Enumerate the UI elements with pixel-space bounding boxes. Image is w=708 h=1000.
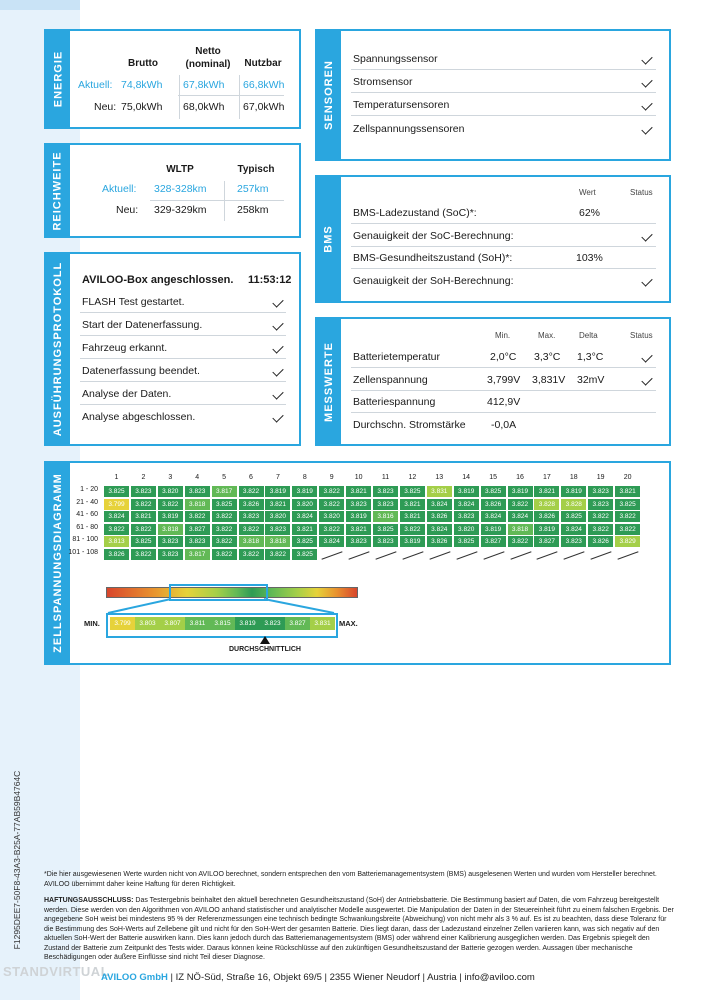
heatmap-cell: 3.821 xyxy=(400,499,425,510)
heatmap-column-label: 16 xyxy=(516,474,524,481)
heatmap-cell: 3.821 xyxy=(265,499,290,510)
heatmap-cell: 3.822 xyxy=(400,524,425,535)
heatmap-column-label: 5 xyxy=(222,474,227,481)
protokoll-item-label: FLASH Test gestartet. xyxy=(82,296,185,308)
col-netto-1: Netto xyxy=(195,46,221,57)
heatmap-cell: 3.828 xyxy=(534,499,559,510)
heatmap-cell: 3.823 xyxy=(373,499,398,510)
reichweite-aktuell-label: Aktuell: xyxy=(102,183,137,195)
heatmap-cell: 3.826 xyxy=(239,499,264,510)
heatmap-column-label: 14 xyxy=(462,474,471,481)
bms-label: BMS xyxy=(323,225,336,253)
heatmap-cell: 3.828 xyxy=(561,499,586,510)
sensoren-label: SENSOREN xyxy=(323,60,335,130)
heatmap-cell: 3.822 xyxy=(239,549,264,560)
heatmap-column-label: 7 xyxy=(275,474,280,481)
divider xyxy=(178,95,284,96)
neu-label: Neu: xyxy=(94,101,117,113)
energie-label-bar xyxy=(46,31,70,127)
bms-row-label: BMS-Ladezustand (SoC)*: xyxy=(353,207,477,219)
aktuell-brutto: 74,8kWh xyxy=(121,79,163,91)
heatmap-cell: 3.825 xyxy=(104,486,129,497)
heatmap-cell: 3.819 xyxy=(561,486,586,497)
col-brutto: Brutto xyxy=(128,58,158,69)
col-typisch: Typisch xyxy=(237,164,275,175)
heatmap-cell: 3.819 xyxy=(481,524,506,535)
heatmap-cell: 3.817 xyxy=(212,486,237,497)
heatmap-row-label: 61 - 80 xyxy=(76,523,98,531)
scale-cell: 3.803 xyxy=(135,617,160,630)
check-icon xyxy=(272,388,283,399)
heatmap-cell: 3.826 xyxy=(481,499,506,510)
footer-note: *Die hier ausgewiesenen Werte wurden nicht von AVILOO berechnet, sondern entsprechen den vom Batteriemanagementsystem (BMS) ausgelesenen Werten und wurden vom Hersteller berechnet. AVILOO übernimmt daher keine Haftung für deren Richtigkeit. xyxy=(44,871,657,888)
heatmap-cell: 3.820 xyxy=(454,524,479,535)
messwerte-label: MESSWERTE xyxy=(323,341,335,422)
divider xyxy=(351,246,656,247)
heatmap-cell: 3.824 xyxy=(427,499,452,510)
heatmap-row-label: 41 - 60 xyxy=(76,511,98,519)
heatmap-cell: 3.822 xyxy=(615,524,640,535)
zellspannung-label: ZELLSPANNUNGSDIAGRAMM xyxy=(52,473,64,653)
scale-cell: 3.807 xyxy=(160,617,185,630)
scale-cell: 3.811 xyxy=(185,617,210,630)
heatmap-cell: 3.819 xyxy=(292,486,317,497)
col-min: Min. xyxy=(495,331,511,340)
heatmap-column-label: 9 xyxy=(329,474,334,481)
check-icon xyxy=(641,275,652,286)
heatmap-cell: 3.819 xyxy=(400,536,425,547)
heatmap-cell: 3.822 xyxy=(131,549,156,560)
check-icon xyxy=(641,53,652,64)
messwert-max: 3,831V xyxy=(532,374,566,386)
messwert-label: Durchschn. Stromstärke xyxy=(353,419,466,431)
heatmap-cell: 3.822 xyxy=(131,524,156,535)
heatmap-cell: 3.821 xyxy=(292,524,317,535)
col-wert: Wert xyxy=(579,188,596,197)
zellspannung-panel xyxy=(44,461,671,665)
heatmap-cell: 3.817 xyxy=(185,549,210,560)
heatmap-cell: 3.827 xyxy=(534,536,559,547)
heatmap-cell: 3.823 xyxy=(561,536,586,547)
messwert-delta: 1,3°C xyxy=(577,351,604,363)
check-icon xyxy=(641,99,652,110)
heatmap-cell: 3.822 xyxy=(588,511,613,522)
heatmap-cell: 3.821 xyxy=(346,486,371,497)
messwert-label: Batterietemperatur xyxy=(353,351,440,363)
col-netto-2: (nominal) xyxy=(185,59,231,70)
heatmap-cell: 3.822 xyxy=(239,486,264,497)
heatmap-cell: 3.825 xyxy=(454,536,479,547)
heatmap-column-label: 8 xyxy=(302,474,307,481)
protokoll-item-label: Datenerfassung beendet. xyxy=(82,365,200,377)
heatmap-cell: 3.824 xyxy=(104,511,129,522)
footer-haftung xyxy=(44,896,674,963)
heatmap-row-label: 81 - 100 xyxy=(72,536,98,544)
col-delta: Delta xyxy=(579,331,598,340)
heatmap-cell: 3.825 xyxy=(481,486,506,497)
heatmap-cell: 3.824 xyxy=(481,511,506,522)
sensoren-label-bar xyxy=(317,31,341,159)
heatmap-cell: 3.822 xyxy=(131,499,156,510)
divider xyxy=(351,390,656,391)
protokoll-label: AUSFÜHRUNGSPROTOKOLL xyxy=(52,261,65,437)
heatmap-cell: 3.822 xyxy=(212,524,237,535)
heatmap-cell: 3.819 xyxy=(346,511,371,522)
zoom-line-left xyxy=(108,599,171,613)
heatmap-column-label: 19 xyxy=(596,474,605,481)
heatmap-cell: 3.818 xyxy=(508,524,533,535)
messwerte-panel xyxy=(315,317,671,446)
heatmap-cell: 3.825 xyxy=(212,499,237,510)
heatmap-column-label: 2 xyxy=(141,474,146,481)
heatmap-row-label: 21 - 40 xyxy=(76,498,98,506)
heatmap-column-label: 17 xyxy=(542,474,551,481)
heatmap-column-label: 10 xyxy=(354,474,363,481)
heatmap-cell: 3.825 xyxy=(373,524,398,535)
heatmap-cell: 3.825 xyxy=(615,499,640,510)
protokoll-item-label: Start der Datenerfassung. xyxy=(82,319,203,331)
heatmap-cell: 3.823 xyxy=(346,499,371,510)
energie-panel xyxy=(44,29,301,129)
messwert-min: 2,0°C xyxy=(490,351,517,363)
energie-label: ENERGIE xyxy=(52,50,65,108)
heatmap-column-label: 4 xyxy=(195,474,200,481)
sensor-item-label: Stromsensor xyxy=(353,76,413,88)
heatmap-cell: 3.826 xyxy=(104,549,129,560)
heatmap-cell: 3.825 xyxy=(292,536,317,547)
sensor-item-label: Zellspannungssensoren xyxy=(353,123,465,135)
divider xyxy=(80,381,286,382)
heatmap-cell: 3.819 xyxy=(265,486,290,497)
messwert-delta: 32mV xyxy=(577,374,605,386)
heatmap-cell: 3.821 xyxy=(346,524,371,535)
messwert-min: -0,0A xyxy=(491,419,517,431)
check-icon xyxy=(641,123,652,134)
reichweite-aktuell-typisch: 257km xyxy=(237,183,269,195)
sensor-item-label: Temperatursensoren xyxy=(353,99,450,111)
heatmap-column-label: 18 xyxy=(569,474,578,481)
heatmap-cell: 3.831 xyxy=(427,486,452,497)
protokoll-item-label: Analyse abgeschlossen. xyxy=(82,411,196,423)
sensor-item-label: Spannungssensor xyxy=(353,53,438,65)
footer-company-line xyxy=(101,972,535,983)
scale-cell: 3.815 xyxy=(210,617,235,630)
check-icon xyxy=(272,365,283,376)
heatmap-cell: 3.823 xyxy=(185,536,210,547)
heatmap-column-label: 11 xyxy=(381,474,390,481)
scale-min-label: MIN. xyxy=(84,619,100,628)
scale-cell: 3.831 xyxy=(310,617,335,630)
divider xyxy=(80,358,286,359)
divider xyxy=(80,404,286,405)
heatmap-cell: 3.823 xyxy=(454,511,479,522)
reichweite-neu-wltp: 329-329km xyxy=(154,204,207,216)
haftung-title: HAFTUNGSAUSSCHLUSS: xyxy=(44,897,134,904)
check-icon xyxy=(641,351,652,362)
bms-row-label: Genauigkeit der SoH-Berechnung: xyxy=(353,275,514,287)
scale-cell: 3.819 xyxy=(235,617,260,630)
reichweite-aktuell-wltp: 328-328km xyxy=(154,183,207,195)
reichweite-panel xyxy=(44,143,301,238)
heatmap-cell: 3.799 xyxy=(104,499,129,510)
haftung-text: Das Testergebnis beinhaltet den aktuell berechneten Gesundheitszustand (SoH) der Antriebsbatterie. Die Bestimmung basiert auf Daten, die vom Fahrzeug bereitgestellt werden. Diese werden von den Algorithmen von AVILOO anhand statistischer und analytischer Modelle ausgewertet. Die Manipulation der Daten in der Steuereinheit führt zu einem falschen Ergebnis. Der angegebene SoH weist bei mindestens 95 % der Referenzmessungen eine technisch bedingte Schwankungsbreite (Abweichung) von nicht mehr als 3 % auf. Es ist zu beachten, dass diese Toleranz für die Bestimmung des SoH-Werts auf Zellebene gilt und nicht für den SoH-Wert der gesamten Batterie. Dies liegt daran, dass der Ladezustand einzelner Zellen variieren kann, was sich negativ auf den aktuellen SoH-Wert der Batterie auswirken kann. Dies kann jedoch durch das Batteriemanagementsystem (BMS) oder während einer Kalibrierung ausgeglichen werden. Das Ergebnis spiegelt den Zustand der Batterie zum Zeitpunkt des Tests wider. Daraus können keine Rückschlüsse auf den zukünftigen Gesundheitszustand der Batterie gezogen werden. Aussagen über mechanische Beschädigungen oder äußere Einflüsse sind nicht Teil dieser Diagnose. xyxy=(44,897,674,961)
heatmap-cell: 3.822 xyxy=(508,536,533,547)
bms-row-label: Genauigkeit der SoC-Berechnung: xyxy=(353,230,514,242)
check-icon xyxy=(272,411,283,422)
protokoll-panel xyxy=(44,252,301,446)
messwert-min: 3,799V xyxy=(487,374,521,386)
heatmap-cell: 3.822 xyxy=(319,486,344,497)
heatmap-cell: 3.827 xyxy=(481,536,506,547)
col-nutzbar: Nutzbar xyxy=(244,58,282,69)
heatmap-cell: 3.818 xyxy=(185,499,210,510)
divider xyxy=(351,367,656,368)
heatmap-cell: 3.822 xyxy=(588,524,613,535)
check-icon xyxy=(272,319,283,330)
heatmap-cell: 3.816 xyxy=(373,511,398,522)
col-wltp: WLTP xyxy=(166,164,194,175)
divider xyxy=(351,69,656,70)
heatmap-column-label: 20 xyxy=(623,474,632,481)
heatmap-cell: 3.820 xyxy=(265,511,290,522)
average-marker-icon xyxy=(260,636,270,644)
col-max: Max. xyxy=(538,331,556,340)
sensoren-panel xyxy=(315,29,671,161)
heatmap-cell: 3.822 xyxy=(212,536,237,547)
heatmap-cell: 3.820 xyxy=(292,499,317,510)
heatmap-cell: 3.821 xyxy=(534,486,559,497)
divider xyxy=(224,181,225,221)
heatmap-cell: 3.820 xyxy=(158,486,183,497)
protokoll-label-bar xyxy=(46,254,70,444)
heatmap-column-label: 15 xyxy=(489,474,497,481)
aktuell-netto: 67,8kWh xyxy=(183,79,225,91)
bms-label-bar xyxy=(317,177,341,301)
messwert-label: Batteriespannung xyxy=(353,396,436,408)
heatmap-cell: 3.823 xyxy=(373,486,398,497)
heatmap-cell: 3.823 xyxy=(588,486,613,497)
bms-row-wert: 103% xyxy=(576,252,603,264)
neu-brutto: 75,0kWh xyxy=(121,101,163,113)
heatmap-cell: 3.825 xyxy=(561,511,586,522)
heatmap-cell: 3.821 xyxy=(131,511,156,522)
heatmap-cell: 3.819 xyxy=(534,524,559,535)
divider xyxy=(150,200,284,201)
heatmap-cell: 3.822 xyxy=(104,524,129,535)
heatmap-cell: 3.818 xyxy=(158,524,183,535)
check-icon xyxy=(641,374,652,385)
heatmap-cell: 3.823 xyxy=(588,499,613,510)
heatmap-cell: 3.821 xyxy=(615,486,640,497)
heatmap-cell: 3.829 xyxy=(615,536,640,547)
heatmap-cell: 3.823 xyxy=(158,536,183,547)
neu-netto: 68,0kWh xyxy=(183,101,225,113)
heatmap-cell: 3.822 xyxy=(239,524,264,535)
neu-nutzbar: 67,0kWh xyxy=(243,101,285,113)
reichweite-neu-label: Neu: xyxy=(116,204,139,216)
aktuell-nutzbar: 66,8kWh xyxy=(243,79,285,91)
heatmap-cell: 3.821 xyxy=(400,511,425,522)
divider xyxy=(351,92,656,93)
heatmap-cell: 3.819 xyxy=(508,486,533,497)
heatmap-cell: 3.823 xyxy=(185,486,210,497)
heatmap-cell: 3.819 xyxy=(454,486,479,497)
heatmap-cell: 3.813 xyxy=(104,536,129,547)
aktuell-label: Aktuell: xyxy=(78,79,113,91)
heatmap-cell: 3.825 xyxy=(400,486,425,497)
heatmap-column-label: 12 xyxy=(408,474,417,481)
divider xyxy=(80,312,286,313)
col-status: Status xyxy=(630,331,653,340)
document-id: F1295DEE7-50F8-43A3-B25A-77AB59B4764C xyxy=(12,770,22,950)
heatmap-cell: 3.827 xyxy=(185,524,210,535)
heatmap-cell: 3.824 xyxy=(454,499,479,510)
scale-max-label: MAX. xyxy=(339,619,358,628)
side-stripe-top xyxy=(0,0,80,10)
heatmap-cell: 3.824 xyxy=(427,524,452,535)
heatmap-cell: 3.825 xyxy=(131,536,156,547)
messwerte-label-bar xyxy=(317,319,341,444)
average-label: DURCHSCHNITTLICH xyxy=(229,646,301,653)
scale-cell: 3.799 xyxy=(110,617,135,630)
heatmap-cell: 3.823 xyxy=(346,536,371,547)
check-icon xyxy=(641,76,652,87)
bms-row-label: BMS-Gesundheitszustand (SoH)*: xyxy=(353,252,513,264)
reichweite-label: REICHWEITE xyxy=(52,150,64,231)
heatmap-cell: 3.825 xyxy=(292,549,317,560)
heatmap-cell: 3.824 xyxy=(292,511,317,522)
divider xyxy=(351,268,656,269)
heatmap-cell: 3.818 xyxy=(239,536,264,547)
protokoll-time: 11:53:12 xyxy=(248,274,292,286)
watermark: STANDVIRTUAL xyxy=(3,964,110,979)
protokoll-item-label: Fahrzeug erkannt. xyxy=(82,342,168,354)
heatmap-cell: 3.823 xyxy=(265,524,290,535)
heatmap-column-label: 1 xyxy=(114,474,119,481)
heatmap-cell: 3.822 xyxy=(158,499,183,510)
divider xyxy=(351,223,656,224)
divider xyxy=(239,75,240,119)
divider xyxy=(179,75,180,119)
heatmap-column-label: 6 xyxy=(249,474,253,481)
heatmap-cell: 3.823 xyxy=(158,549,183,560)
heatmap-cell: 3.822 xyxy=(615,511,640,522)
messwert-max: 3,3°C xyxy=(534,351,561,363)
heatmap-cell: 3.822 xyxy=(185,511,210,522)
heatmap-cell: 3.822 xyxy=(508,499,533,510)
heatmap-cell: 3.822 xyxy=(265,549,290,560)
scale-cell: 3.823 xyxy=(260,617,285,630)
bms-panel xyxy=(315,175,671,303)
heatmap-cell: 3.826 xyxy=(534,511,559,522)
heatmap-cell: 3.818 xyxy=(265,536,290,547)
check-icon xyxy=(272,296,283,307)
heatmap-cell: 3.824 xyxy=(561,524,586,535)
heatmap-cell: 3.822 xyxy=(319,499,344,510)
divider xyxy=(351,115,656,116)
col-status: Status xyxy=(630,188,653,197)
zoom-line-right xyxy=(264,599,334,613)
protokoll-title: AVILOO-Box angeschlossen. xyxy=(82,274,234,286)
scale-cell: 3.827 xyxy=(285,617,310,630)
heatmap-row-label: 101 - 108 xyxy=(68,549,98,556)
messwert-label: Zellenspannung xyxy=(353,374,428,386)
heatmap-cell: 3.824 xyxy=(508,511,533,522)
messwert-min: 412,9V xyxy=(487,396,521,408)
heatmap-cell: 3.824 xyxy=(319,536,344,547)
heatmap-cell: 3.819 xyxy=(158,511,183,522)
company-address: | IZ NÖ-Süd, Straße 16, Objekt 69/5 | 2355 Wiener Neudorf | Austria | info@aviloo.com xyxy=(170,972,535,983)
heatmap-cell: 3.822 xyxy=(212,549,237,560)
bms-row-wert: 62% xyxy=(579,207,601,219)
heatmap-column-label: 3 xyxy=(168,474,173,481)
heatmap-cell: 3.826 xyxy=(427,536,452,547)
heatmap-column-label: 13 xyxy=(435,474,444,481)
heatmap-cell: 3.826 xyxy=(427,511,452,522)
heatmap-cell: 3.820 xyxy=(319,511,344,522)
heatmap-cell: 3.823 xyxy=(373,536,398,547)
reichweite-neu-typisch: 258km xyxy=(237,204,269,216)
check-icon xyxy=(641,230,652,241)
company-name: AVILOO GmbH xyxy=(101,972,168,983)
check-icon xyxy=(272,342,283,353)
reichweite-label-bar xyxy=(46,145,70,236)
heatmap-row-label: 1 - 20 xyxy=(80,486,98,493)
divider xyxy=(351,412,656,413)
heatmap-cell: 3.822 xyxy=(319,524,344,535)
heatmap-cell: 3.826 xyxy=(588,536,613,547)
protokoll-item-label: Analyse der Daten. xyxy=(82,388,172,400)
divider xyxy=(80,335,286,336)
heatmap-cell: 3.822 xyxy=(212,511,237,522)
heatmap-cell: 3.823 xyxy=(131,486,156,497)
heatmap-cell: 3.823 xyxy=(239,511,264,522)
